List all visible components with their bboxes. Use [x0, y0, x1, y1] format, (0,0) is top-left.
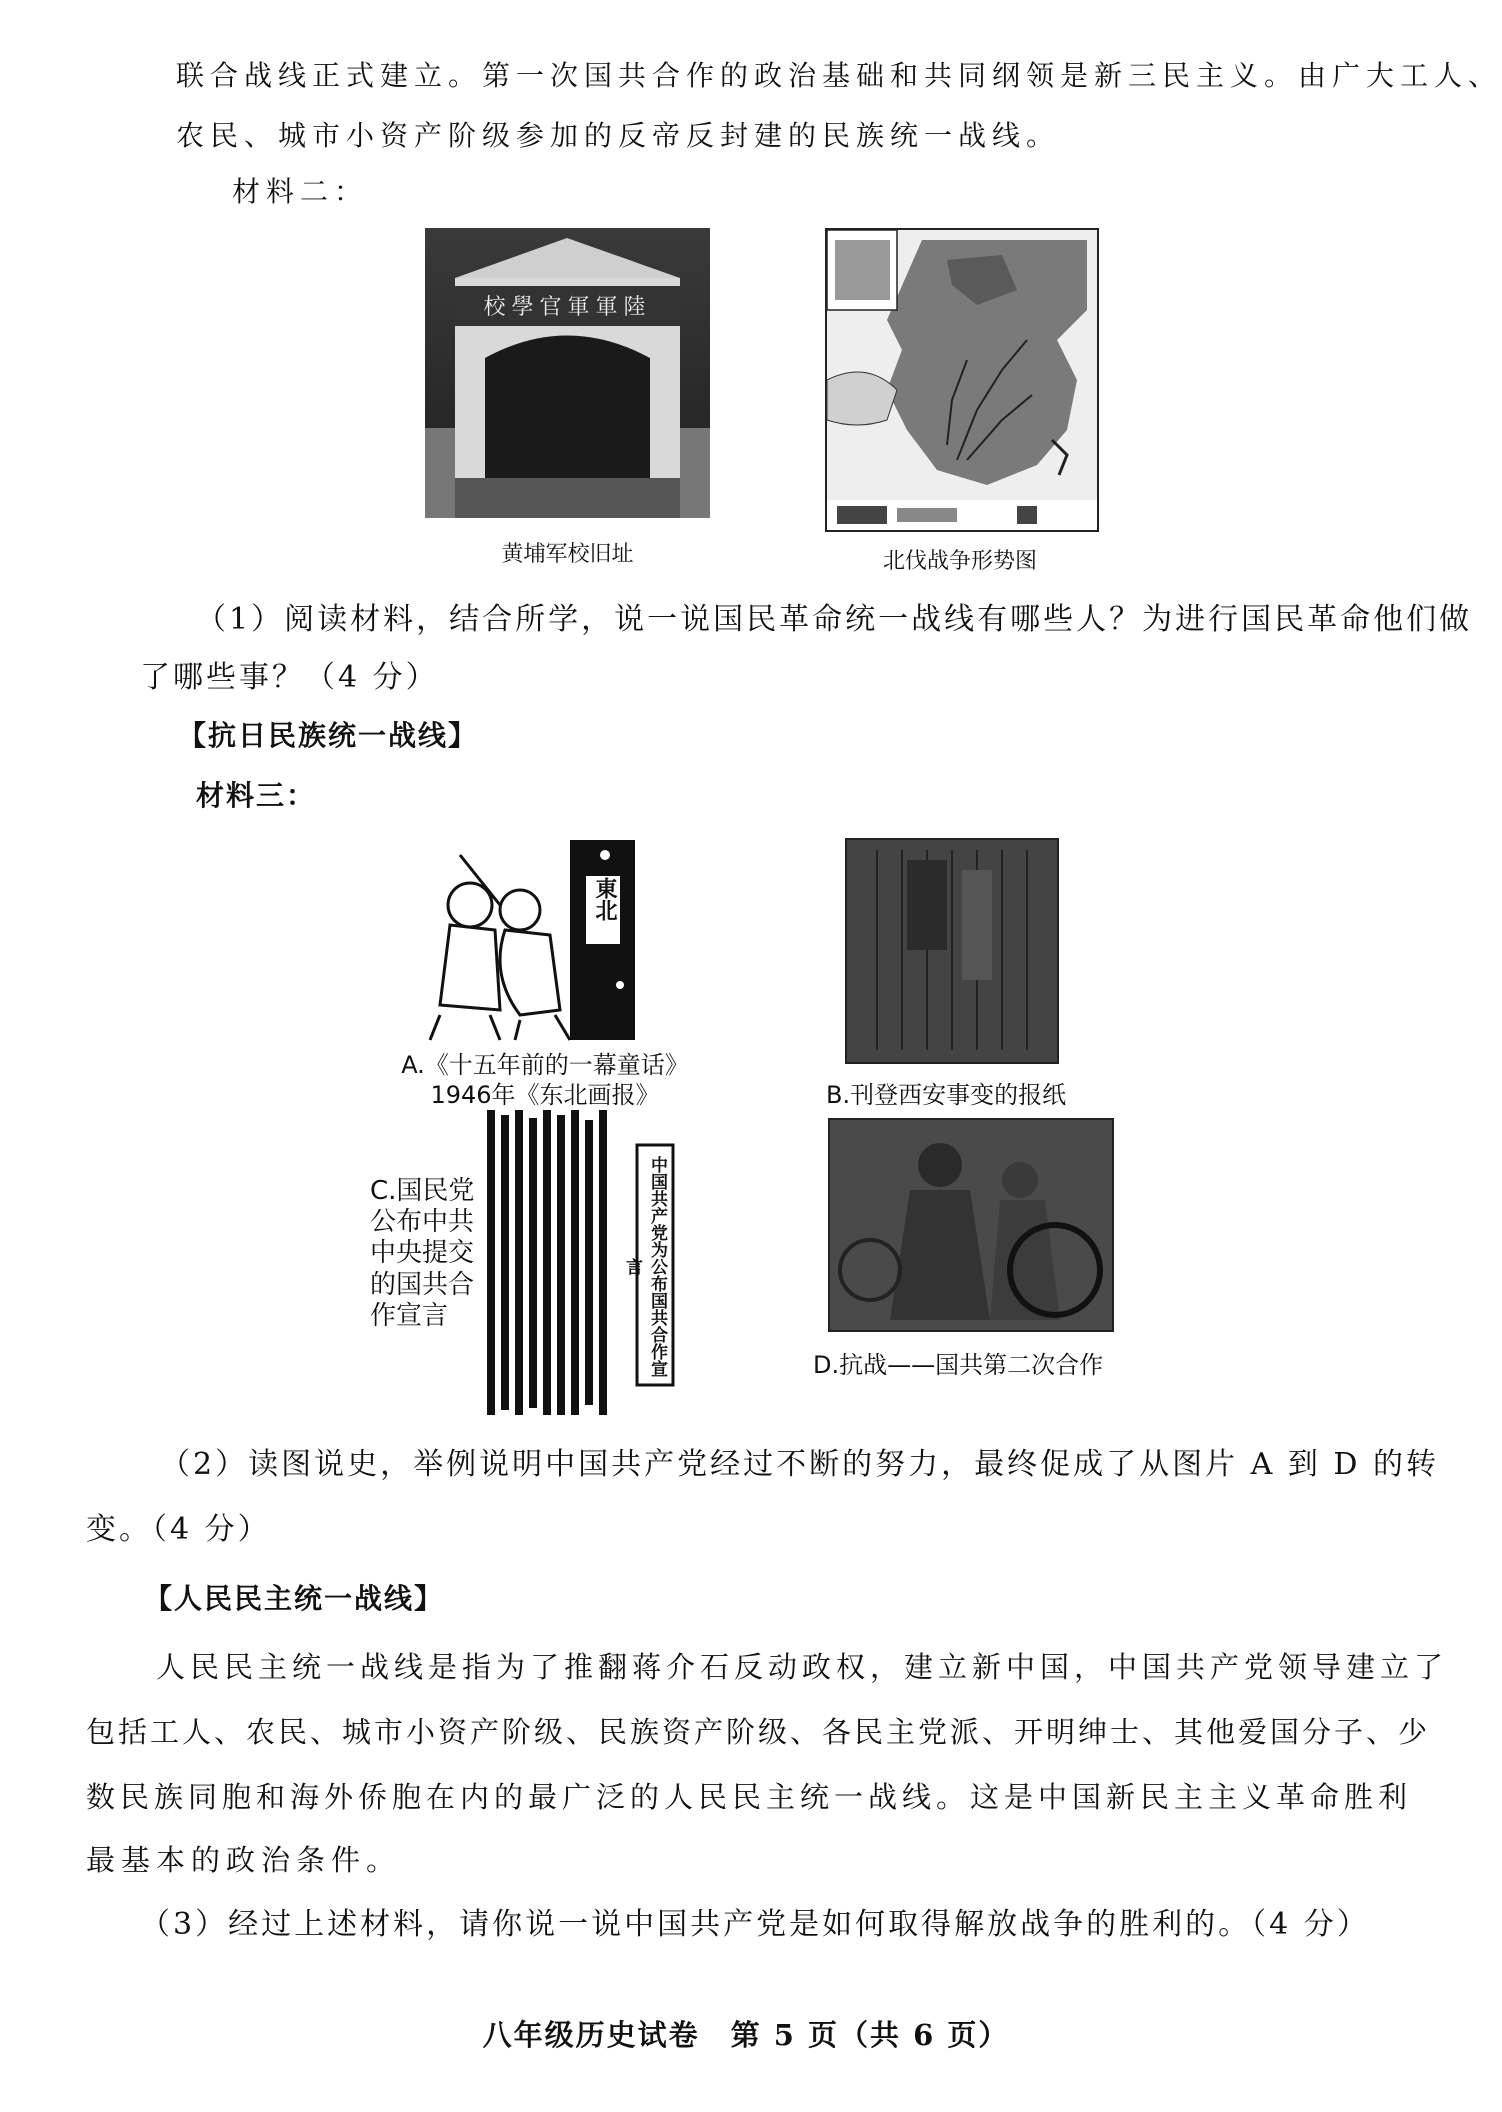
- declaration-title: 中国共产党为公布国共合作宣言: [622, 1155, 667, 1377]
- caption-c-line-5: 作宣言: [370, 1300, 449, 1331]
- newspaper-image-b: [845, 838, 1059, 1064]
- whampoa-academy-photo: [425, 228, 710, 518]
- gate-sign: 校學官軍軍陸: [483, 295, 652, 320]
- intro-line-1: 联合战线正式建立。第一次国共合作的政治基础和共同纲领是新三民主义。由广大工人、: [176, 59, 1502, 92]
- people-paragraph-line-4: 最基本的政治条件。: [86, 1843, 402, 1877]
- intro-line-2: 农民、城市小资产阶级参加的反帝反封建的民族统一战线。: [176, 119, 1061, 152]
- cooperation-photo-d: [828, 1118, 1114, 1332]
- people-paragraph-line-3: 数民族同胞和海外侨胞在内的最广泛的人民民主统一战线。这是中国新民主主义革命胜利: [86, 1780, 1413, 1814]
- caption-a-line-2: 1946年《东北画报》: [430, 1081, 660, 1109]
- question-2-line-1: （2）读图说史，举例说明中国共产党经过不断的努力，最终促成了从图片 A 到 D 的转: [160, 1447, 1439, 1482]
- caption-d: D.抗战——国共第二次合作: [813, 1351, 1104, 1379]
- whampoa-caption: 黄埔军校旧址: [501, 542, 634, 567]
- question-1-line-2: 了哪些事？（4 分）: [140, 660, 439, 695]
- question-3: （3）经过上述材料，请你说一说中国共产党是如何取得解放战争的胜利的。（4 分）: [140, 1907, 1370, 1942]
- map-caption: 北伐战争形势图: [882, 549, 1037, 574]
- caption-c-line-4: 的国共合: [370, 1269, 475, 1300]
- people-paragraph-line-1: 人民民主统一战线是指为了推翻蒋介石反动政权，建立新中国，中国共产党领导建立了: [156, 1650, 1449, 1684]
- caption-c-line-1: C.国民党: [370, 1176, 475, 1206]
- cartoon-sign: 東北: [592, 877, 618, 921]
- caption-a-line-1: A.《十五年前的一幕童话》: [401, 1051, 689, 1079]
- caption-c: [370, 1176, 490, 1332]
- material2-label: 材料二：: [232, 175, 369, 208]
- people-paragraph-line-2: 包括工人、农民、城市小资产阶级、民族资产阶级、各民主党派、开明绅士、其他爱国分子、少: [86, 1715, 1431, 1749]
- caption-c-line-3: 中央提交: [370, 1238, 475, 1269]
- material3-label: 材料三：: [196, 779, 317, 812]
- northern-expedition-map: [825, 228, 1099, 532]
- caption-c-line-2: 公布中共: [370, 1207, 475, 1238]
- caption-b: B.刊登西安事变的报纸: [826, 1081, 1067, 1109]
- declaration-image-c: [487, 1110, 682, 1415]
- cartoon-image-a: [410, 835, 650, 1045]
- question-2-line-2: 变。（4 分）: [86, 1512, 271, 1547]
- section-people-heading: 【人民民主统一战线】: [144, 1582, 445, 1615]
- section-anti-japan-heading: 【抗日民族统一战线】: [178, 719, 479, 752]
- question-1-line-1: （1）阅读材料，结合所学，说一说国民革命统一战线有哪些人？为进行国民革命他们做: [196, 602, 1473, 637]
- page-footer: 八年级历史试卷 第 5 页（共 6 页）: [482, 2018, 1010, 2052]
